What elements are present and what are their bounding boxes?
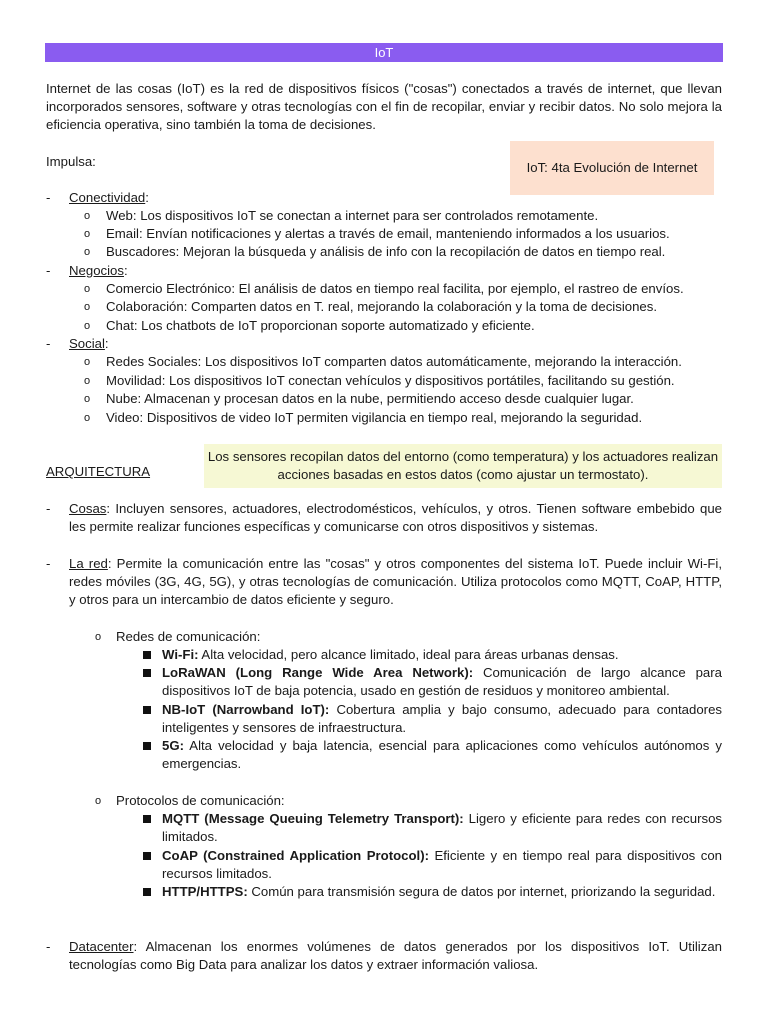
term: CoAP (Constrained Application Protocol): xyxy=(162,848,429,863)
term: NB-IoT (Narrowband IoT): xyxy=(162,702,330,717)
circle-bullet: o xyxy=(84,246,91,258)
datacenter-text: : Almacenan los enormes volúmenes de datos generados por los dispositivos IoT. Utilizan tecnologías como Big Data para analizar los datos y extraer información valiosa. xyxy=(69,939,722,972)
datacenter-label: Datacenter xyxy=(69,939,134,954)
square-bullet xyxy=(143,742,151,750)
circle-bullet: o xyxy=(84,356,91,368)
list-item: Colaboración: Comparten datos en T. real, mejorando la colaboración y la toma de decisiones. xyxy=(106,299,658,314)
desc: Alta velocidad, pero alcance limitado, ideal para áreas urbanas densas. xyxy=(198,647,619,662)
datacenter-paragraph xyxy=(69,938,722,974)
intro-paragraph: Internet de las cosas (IoT) es la red de dispositivos físicos ("cosas") conectados a través de internet, que llevan incorporados sensores, software y otras tecnologías con el fin de recopilar, enviar y recibir datos. No solo mejora la eficiencia operativa, sino también la toma de decisiones. xyxy=(46,81,722,132)
square-bullet xyxy=(143,669,151,677)
redes-item xyxy=(162,701,722,737)
desc: Común para transmisión segura de datos por internet, priorizando la seguridad. xyxy=(247,884,716,899)
term: Wi-Fi: xyxy=(162,647,199,662)
protocolo-item xyxy=(162,883,722,901)
desc: Cobertura amplia y bajo consumo, adecuado para contadores inteligentes y sensores de infraestructura. xyxy=(162,702,722,735)
impulsa-label: Impulsa: xyxy=(46,154,96,169)
negocios-label: Negocios xyxy=(69,263,124,278)
list-item: Nube: Almacenan y procesan datos en la nube, permitiendo acceso desde cualquier lugar. xyxy=(106,391,634,406)
square-bullet xyxy=(143,852,151,860)
square-bullet xyxy=(143,651,151,659)
circle-bullet: o xyxy=(84,393,91,405)
title-bar: IoT xyxy=(45,43,723,62)
protocolo-item xyxy=(162,810,722,846)
list-item: Comercio Electrónico: El análisis de datos en tiempo real facilita, por ejemplo, el rastreo de envíos. xyxy=(106,281,684,296)
protocolo-item xyxy=(162,847,722,883)
lared-text: : Permite la comunicación entre las "cosas" y otros componentes del sistema IoT. Puede incluir Wi-Fi, redes móviles (3G, 4G, 5G), y otras tecnologías de comunicación. Utiliza protocolos como MQTT, CoAP, HTTP, y otros para un intercambio de datos eficiente y seguro. xyxy=(69,556,722,607)
list-item: Video: Dispositivos de video IoT permiten vigilancia en tiempo real, mejorando la seguridad. xyxy=(106,410,643,425)
circle-bullet: o xyxy=(84,283,91,295)
dash-bullet: - xyxy=(46,336,51,351)
conectividad-label: Conectividad xyxy=(69,190,146,205)
lared-paragraph xyxy=(69,555,722,609)
circle-bullet: o xyxy=(84,412,91,424)
cosas-paragraph xyxy=(69,500,722,536)
negocios-heading xyxy=(69,262,722,280)
cosas-text: : Incluyen sensores, actuadores, electrodomésticos, vehículos, y otros. Tienen software embebido que les permite realizar funciones específicas y comunicarse con otros dispositivos y sistemas. xyxy=(69,501,722,534)
redes-item xyxy=(162,664,722,700)
dash-bullet: - xyxy=(46,501,51,516)
term: 5G: xyxy=(162,738,184,753)
desc: Eficiente y en tiempo real para dispositivos con recursos limitados. xyxy=(162,848,722,881)
list-item: Email: Envían notificaciones y alertas a través de email, manteniendo informados a los usuarios. xyxy=(106,226,670,241)
circle-bullet: o xyxy=(84,375,91,387)
arquitectura-heading: ARQUITECTURA xyxy=(46,464,151,479)
circle-bullet: o xyxy=(84,210,91,222)
callout-sensores: Los sensores recopilan datos del entorno (como temperatura) y los actuadores realizan acciones basadas en estos datos (como ajustar un termostato). xyxy=(204,444,722,488)
list-item: Movilidad: Los dispositivos IoT conectan vehículos y dispositivos portátiles, facilitando su gestión. xyxy=(106,373,675,388)
callout-evolution: IoT: 4ta Evolución de Internet xyxy=(510,141,714,195)
dash-bullet: - xyxy=(46,939,51,954)
term: HTTP/HTTPS: xyxy=(162,884,248,899)
protocolos-label: Protocolos de comunicación: xyxy=(116,793,285,808)
redes-item xyxy=(162,646,722,664)
list-item: Chat: Los chatbots de IoT proporcionan soporte automatizado y eficiente. xyxy=(106,318,535,333)
lared-label: La red xyxy=(69,556,108,571)
desc: Alta velocidad y baja latencia, esencial para aplicaciones como vehículos autónomos y emergencias. xyxy=(162,738,722,771)
circle-bullet: o xyxy=(95,795,102,807)
list-item: Web: Los dispositivos IoT se conectan a internet para ser controlados remotamente. xyxy=(106,208,599,223)
cosas-label: Cosas xyxy=(69,501,107,516)
square-bullet xyxy=(143,815,151,823)
desc: Ligero y eficiente para redes con recursos limitados. xyxy=(162,811,722,844)
social-heading xyxy=(69,335,722,353)
list-item: Buscadores: Mejoran la búsqueda y análisis de info con la recopilación de datos en tiempo real. xyxy=(106,244,666,259)
term: MQTT (Message Queuing Telemetry Transport): xyxy=(162,811,464,826)
circle-bullet: o xyxy=(84,301,91,313)
colon: : xyxy=(145,190,149,205)
circle-bullet: o xyxy=(84,320,91,332)
circle-bullet: o xyxy=(84,228,91,240)
dash-bullet: - xyxy=(46,190,51,205)
square-bullet xyxy=(143,888,151,896)
dash-bullet: - xyxy=(46,263,51,278)
social-label: Social xyxy=(69,336,105,351)
redes-label: Redes de comunicación: xyxy=(116,629,261,644)
desc: Comunicación de largo alcance para dispositivos IoT de baja potencia, usado en gestión de residuos y monitoreo ambiental. xyxy=(162,665,722,698)
conectividad-heading xyxy=(69,189,722,207)
square-bullet xyxy=(143,706,151,714)
circle-bullet: o xyxy=(95,631,102,643)
dash-bullet: - xyxy=(46,556,51,571)
colon: : xyxy=(104,336,109,351)
list-item: Redes Sociales: Los dispositivos IoT comparten datos automáticamente, mejorando la interacción. xyxy=(106,354,682,369)
colon: : xyxy=(123,263,128,278)
term: LoRaWAN (Long Range Wide Area Network): xyxy=(162,665,474,680)
redes-item xyxy=(162,737,722,773)
